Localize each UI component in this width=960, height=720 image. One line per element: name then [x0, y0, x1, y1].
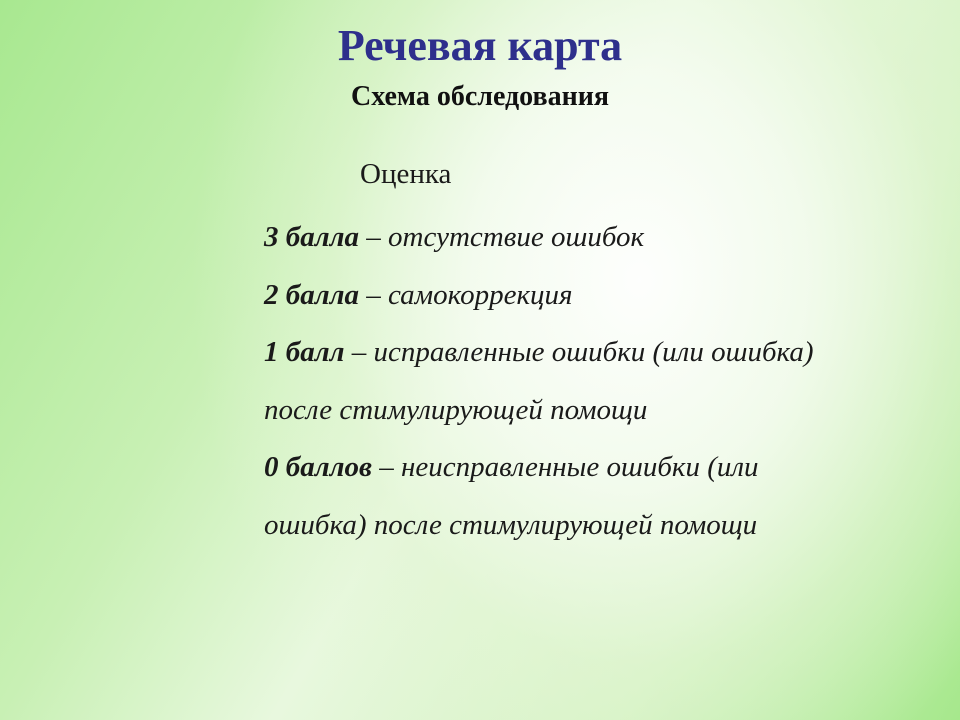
criterion-description: – неисправленные ошибки (или ошибка) после стимулирующей помощи	[264, 451, 759, 541]
criterion-score: 0 баллов	[264, 451, 372, 483]
criterion-item	[264, 267, 824, 325]
criterion-score: 3 балла	[264, 221, 359, 253]
section-heading: Оценка	[360, 158, 452, 190]
criterion-item	[264, 439, 824, 554]
criteria-list	[264, 209, 824, 554]
criterion-score: 1 балл	[264, 336, 345, 368]
criterion-score: 2 балла	[264, 278, 359, 311]
criterion-description: – отсутствие ошибок	[359, 221, 645, 253]
criterion-description: – исправленные ошибки (или ошибка) после стимулирующей помощи	[264, 336, 814, 426]
slide-subtitle: Схема обследования	[350, 81, 610, 112]
slide-title: Речевая карта	[337, 21, 623, 70]
criterion-item	[264, 209, 824, 267]
criterion-description: – самокоррекция	[359, 278, 573, 311]
criterion-item	[264, 324, 824, 439]
